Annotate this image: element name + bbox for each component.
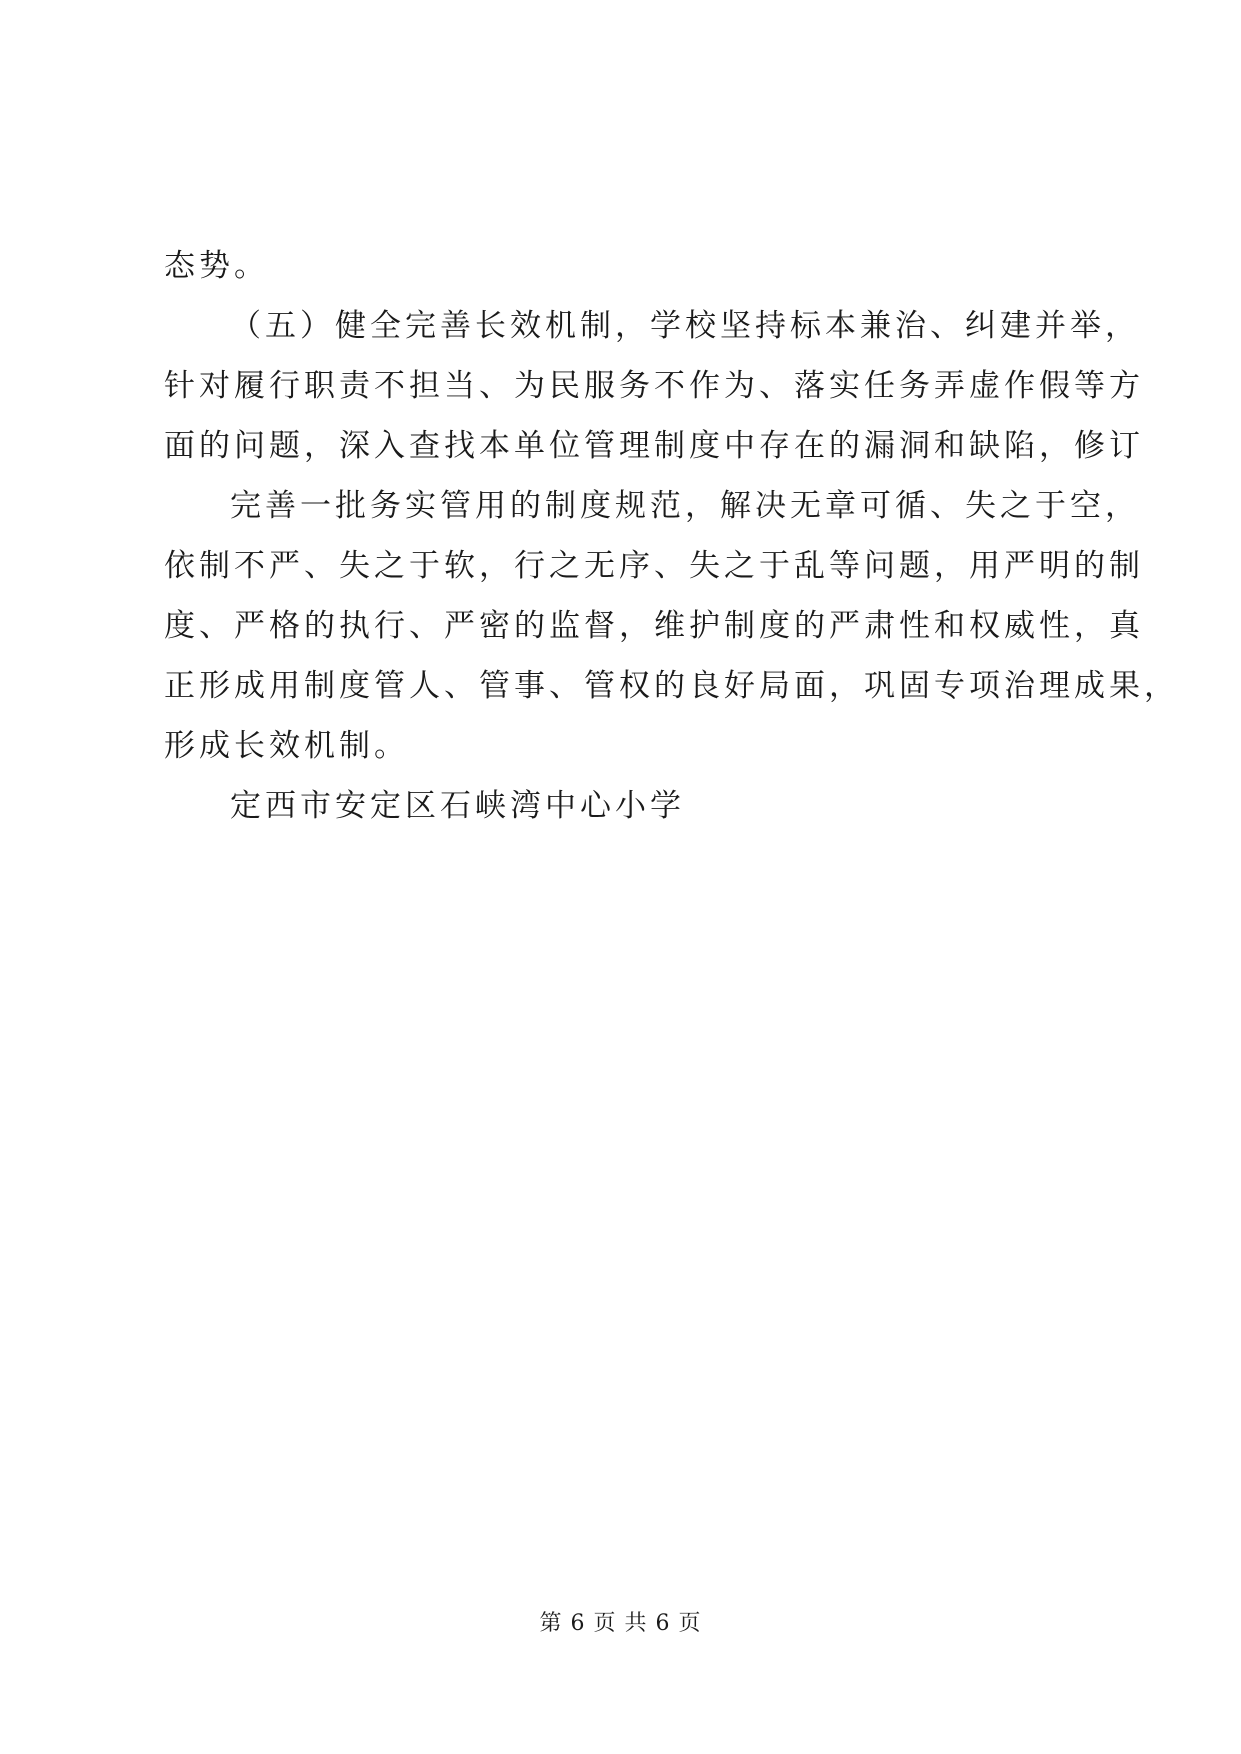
page-number-footer: 第 6 页 共 6 页 xyxy=(539,1611,702,1636)
text-line-3: 针对履行职责不担当、为民服务不作为、落实任务弄虚作假等方 xyxy=(164,368,1144,404)
text-line-9: 形成长效机制。 xyxy=(164,728,409,764)
text-line-2: （五）健全完善长效机制，学校坚持标本兼治、纠建并举， xyxy=(230,308,1140,344)
signature-line: 定西市安定区石峡湾中心小学 xyxy=(230,788,685,824)
text-line-8: 正形成用制度管人、管事、管权的良好局面，巩固专项治理成果， xyxy=(164,668,1179,704)
text-line-6: 依制不严、失之于软，行之无序、失之于乱等问题，用严明的制 xyxy=(164,548,1144,584)
text-line-1: 态势。 xyxy=(164,248,269,284)
document-body xyxy=(164,236,1179,836)
text-line-7: 度、严格的执行、严密的监督，维护制度的严肃性和权威性，真 xyxy=(164,608,1144,644)
text-line-4: 面的问题，深入查找本单位管理制度中存在的漏洞和缺陷，修订 xyxy=(164,428,1144,464)
text-line-5: 完善一批务实管用的制度规范，解决无章可循、失之于空， xyxy=(230,488,1140,524)
